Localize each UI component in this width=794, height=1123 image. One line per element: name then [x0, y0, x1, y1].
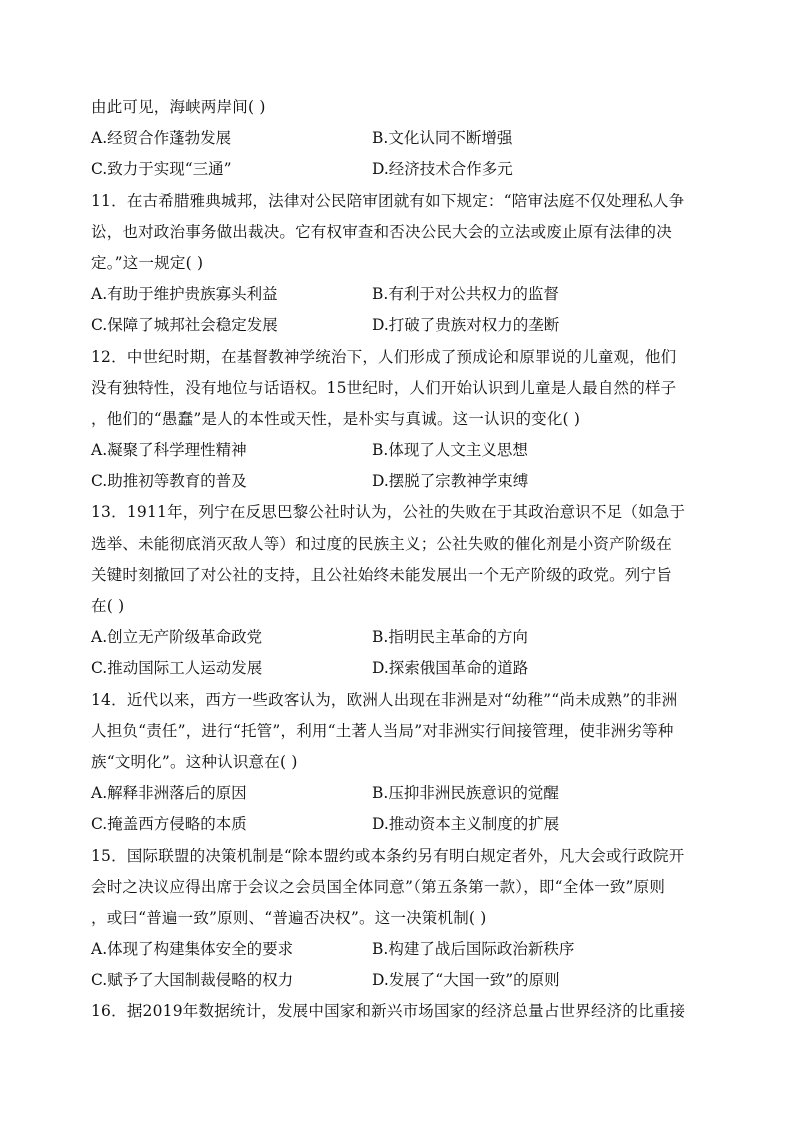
option-d[interactable]: D.推动资本主义制度的扩展: [372, 815, 560, 834]
question-12: [91, 342, 703, 498]
question-stem-line: 14．近代以来，西方一些政客认为，欧洲人出现在非洲是对“幼稚”“尚未成熟”的非洲: [91, 690, 678, 709]
exam-page: [91, 92, 703, 1028]
options-row: [91, 934, 703, 965]
option-a[interactable]: A.解释非洲落后的原因: [91, 784, 247, 803]
options-row: [91, 123, 703, 154]
options-row: [91, 310, 703, 341]
options-row: [91, 154, 703, 185]
options-row: [91, 622, 703, 653]
option-d[interactable]: D.探索俄国革命的道路: [372, 659, 529, 678]
question-15: [91, 841, 703, 997]
options-row: [91, 809, 703, 840]
option-c[interactable]: C.赋予了大国制裁侵略的权力: [91, 971, 294, 990]
question-16: [91, 996, 703, 1027]
question-stem-line: 13．1911年，列宁在反思巴黎公社时认为，公社的失败在于其政治意识不足（如急于: [91, 503, 686, 522]
question-stem-line: 16．据2019年数据统计，发展中国家和新兴市场国家的经济总量占世界经济的比重接: [91, 1002, 686, 1021]
option-a[interactable]: A.有助于维护贵族寡头利益: [91, 285, 278, 304]
option-b[interactable]: B.体现了人文主义思想: [372, 441, 528, 460]
option-c[interactable]: C.保障了城邦社会稳定发展: [91, 316, 278, 335]
option-d[interactable]: D.发展了“大国一致”的原则: [372, 971, 560, 990]
option-b[interactable]: B.构建了战后国际政治新秩序: [372, 940, 575, 959]
question-stem-line: 没有独特性，没有地位与话语权。15世纪时，人们开始认识到儿童是人最自然的样子: [91, 378, 677, 397]
options-row: [91, 778, 703, 809]
question-11: [91, 186, 703, 342]
options-row: [91, 466, 703, 497]
question-stem-line: 会时之决议应得出席于会议之会员国全体同意”（第五条第一款），即“全体一致”原则: [91, 877, 666, 896]
question-stem-line: 定。”这一规定( ): [91, 253, 204, 272]
option-a[interactable]: A.凝聚了科学理性精神: [91, 441, 247, 460]
option-d[interactable]: D.经济技术合作多元: [372, 160, 513, 179]
question-stem: 由此可见，海峡两岸间( ): [91, 98, 266, 116]
option-a[interactable]: A.体现了构建集体安全的要求: [91, 940, 294, 959]
question-stem-line: 人担负“责任”，进行“托管”，利用“土著人当局”对非洲实行间接管理，使非洲劣等种: [91, 721, 674, 740]
question-stem-line: 在( ): [91, 597, 125, 615]
options-row: [91, 965, 703, 996]
question-stem-line: 12．中世纪时期，在基督教神学统治下，人们形成了预成论和原罪说的儿童观，他们: [91, 347, 677, 366]
option-b[interactable]: B.指明民主革命的方向: [372, 628, 528, 647]
option-c[interactable]: C.助推初等教育的普及: [91, 472, 247, 491]
option-d[interactable]: D.摆脱了宗教神学束缚: [372, 472, 529, 491]
options-row: [91, 279, 703, 310]
question-stem-line: 15．国际联盟的决策机制是“除本盟约或本条约另有明白规定者外，凡大会或行政院开: [91, 846, 685, 865]
option-b[interactable]: B.文化认同不断增强: [372, 129, 513, 148]
question-stem-line: ，或曰“普遍一致”原则、“普遍否决权”。这一决策机制( ): [91, 908, 487, 927]
question-stem-line: 11．在古希腊雅典城邦，法律对公民陪审团就有如下规定：“陪审法庭不仅处理私人争: [91, 191, 685, 210]
question-14: [91, 685, 703, 841]
option-b[interactable]: B.压抑非洲民族意识的觉醒: [372, 784, 559, 803]
option-c[interactable]: C.致力于实现“三通”: [91, 160, 232, 179]
question-stem-line: 族“文明化”。这种认识意在( ): [91, 752, 298, 771]
question-13: [91, 497, 703, 684]
options-row: [91, 435, 703, 466]
option-d[interactable]: D.打破了贵族对权力的垄断: [372, 316, 560, 335]
option-b[interactable]: B.有利于对公共权力的监督: [372, 285, 559, 304]
question-stem-line: 讼，也对政治事务做出裁决。它有权审查和否决公民大会的立法或废止原有法律的决: [91, 222, 672, 241]
option-c[interactable]: C.推动国际工人运动发展: [91, 659, 263, 678]
question-stem-line: 关键时刻撤回了对公社的支持，且公社始终未能发展出一个无产阶级的政党。列宁旨: [91, 565, 672, 584]
option-c[interactable]: C.掩盖西方侵略的本质: [91, 815, 247, 834]
question-stem-line: ，他们的“愚蠢”是人的本性或天性，是朴实与真诚。这一认识的变化( ): [91, 409, 581, 428]
option-a[interactable]: A.经贸合作蓬勃发展: [91, 129, 232, 148]
options-row: [91, 653, 703, 684]
option-a[interactable]: A.创立无产阶级革命政党: [91, 628, 263, 647]
question-stem-line: 选举、未能彻底消灭敌人等）和过度的民族主义；公社失败的催化剂是小资产阶级在: [91, 534, 672, 553]
